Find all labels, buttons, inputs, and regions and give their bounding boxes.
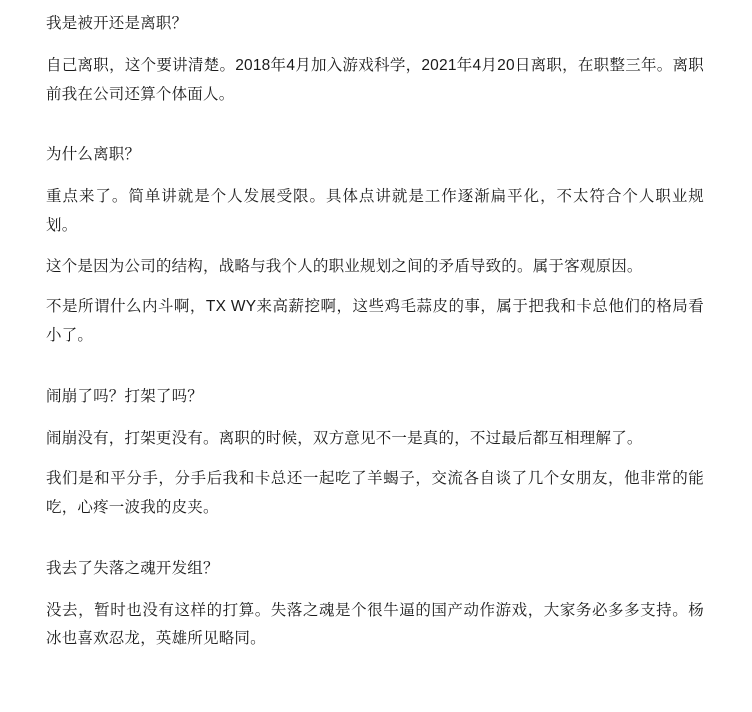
answer-paragraph: 重点来了。简单讲就是个人发展受限。具体点讲就是工作逐渐扁平化，不太符合个人职业规划。 xyxy=(46,188,704,235)
question-heading: 我去了失落之魂开发组？ xyxy=(46,559,219,577)
question-heading: 我是被开还是离职？ xyxy=(46,15,188,32)
qa-section-1 xyxy=(46,12,704,109)
answer-paragraph: 没去，暂时也没有这样的打算。失落之魂是个很牛逼的国产动作游戏，大家务必多多支持。杨冰也喜欢忍龙，英雄所见略同。 xyxy=(46,601,704,648)
qa-section-4 xyxy=(46,557,704,654)
answer-paragraph: 这个是因为公司的结构，战略与我个人的职业规划之间的矛盾导致的。属于客观原因。 xyxy=(46,257,643,275)
question-heading: 闹崩了吗？打架了吗？ xyxy=(46,387,204,405)
answer-paragraph: 不是所谓什么内斗啊，TX WY来高薪挖啊，这些鸡毛蒜皮的事，属于把我和卡总他们的格局看小了。 xyxy=(46,298,704,345)
answer-paragraph: 闹崩没有，打架更没有。离职的时候，双方意见不一是真的，不过最后都互相理解了。 xyxy=(46,429,643,447)
answer-paragraph: 我们是和平分手，分手后我和卡总还一起吃了羊蝎子，交流各自谈了几个女朋友，他非常的能吃，心疼一波我的皮夹。 xyxy=(46,470,704,517)
qa-section-2 xyxy=(46,143,704,350)
answer-paragraph: 自己离职，这个要讲清楚。2018年4月加入游戏科学，2021年4月20日离职，在职整三年。离职前我在公司还算个体面人。 xyxy=(46,57,704,103)
question-heading: 为什么离职？ xyxy=(46,146,141,164)
qa-section-3 xyxy=(46,385,704,523)
